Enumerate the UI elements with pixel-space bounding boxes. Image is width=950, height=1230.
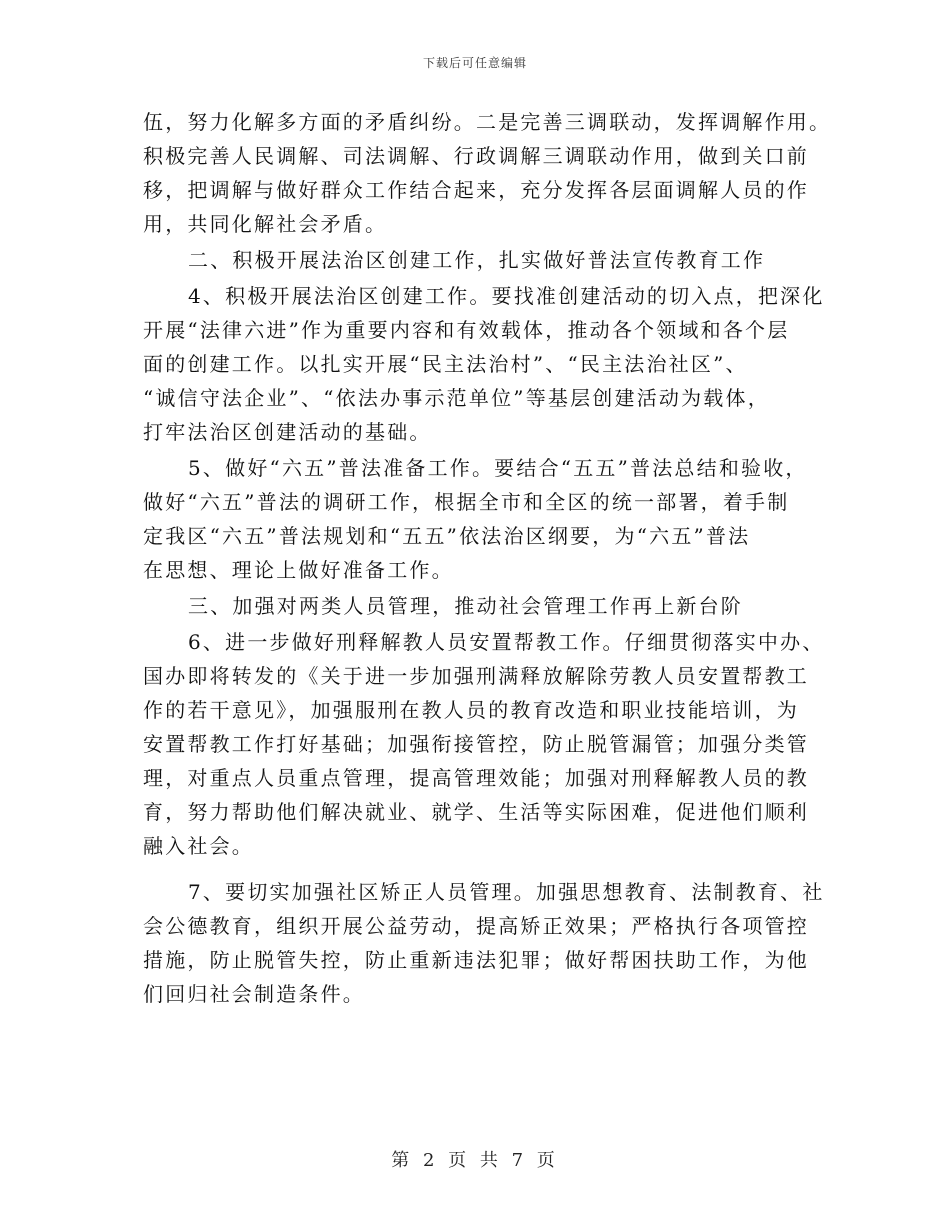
text-line: 们回归社会制造条件。 bbox=[143, 982, 365, 1006]
paragraph-item-6 bbox=[143, 625, 833, 863]
text-line: 7、要切实加强社区矫正人员管理。加强思想教育、法制教育、社 bbox=[188, 880, 825, 904]
text-line: 育，努力帮助他们解决就业、就学、生活等实际困难，促进他们顺利 bbox=[143, 800, 809, 824]
paragraph-item-4 bbox=[143, 279, 833, 449]
section-heading-3 bbox=[143, 589, 833, 623]
text-line: 面的创建工作。以扎实开展“民主法治村”、“民主法治社区”、 bbox=[143, 352, 748, 376]
section-heading-2 bbox=[143, 243, 833, 277]
text-line: 移，把调解与做好群众工作结合起来，充分发挥各层面调解人员的作 bbox=[143, 178, 809, 202]
text-line: 作的若干意见》，加强服刑在教人员的教育改造和职业技能培训，为 bbox=[143, 698, 799, 722]
paragraph-mediation bbox=[143, 105, 833, 241]
page-header: 下载后可任意编辑 bbox=[422, 56, 527, 70]
text-line: 会公德教育，组织开展公益劳动，提高矫正效果；严格执行各项管控 bbox=[143, 914, 809, 938]
text-line: 伍，努力化解多方面的矛盾纠纷。二是完善三调联动，发挥调解作用。 bbox=[143, 110, 832, 134]
text-line: 积极完善人民调解、司法调解、行政调解三调联动作用，做到关口前 bbox=[143, 144, 809, 168]
text-line: 安置帮教工作打好基础；加强衔接管控，防止脱管漏管；加强分类管 bbox=[143, 732, 809, 756]
text-line: 融入社会。 bbox=[143, 834, 254, 858]
text-line: 4、积极开展法治区创建工作。要找准创建活动的切入点，把深化 bbox=[188, 284, 825, 308]
paragraph-item-7 bbox=[143, 875, 833, 1011]
section-heading-text: 三、加强对两类人员管理，推动社会管理工作再上新台阶 bbox=[188, 594, 743, 618]
document-body bbox=[143, 105, 833, 1011]
text-line: 做好“六五”普法的调研工作，根据全市和全区的统一部署，着手制 bbox=[143, 490, 790, 514]
paragraph-item-5 bbox=[143, 451, 833, 587]
text-line: 在思想、理论上做好准备工作。 bbox=[143, 558, 454, 582]
section-heading-text: 二、积极开展法治区创建工作，扎实做好普法宣传教育工作 bbox=[188, 248, 766, 272]
text-line: 5、做好“六五”普法准备工作。要结合“五五”普法总结和验收， bbox=[188, 456, 808, 480]
text-line: 打牢法治区创建活动的基础。 bbox=[143, 420, 432, 444]
text-line: 理，对重点人员重点管理，提高管理效能；加强对刑释解教人员的教 bbox=[143, 766, 809, 790]
text-line: 措施，防止脱管失控，防止重新违法犯罪；做好帮困扶助工作，为他 bbox=[143, 948, 809, 972]
text-line: 6、进一步做好刑释解教人员安置帮教工作。仔细贯彻落实中办、 bbox=[188, 630, 825, 654]
text-line: “诚信守法企业”、“依法办事示范单位”等基层创建活动为载体， bbox=[143, 386, 770, 410]
text-line: 开展“法律六进”作为重要内容和有效载体，推动各个领域和各个层 bbox=[143, 318, 790, 342]
text-line: 定我区“六五”普法规划和“五五”依法治区纲要，为“六五”普法 bbox=[143, 524, 751, 548]
page-number-footer: 第 2 页 共 7 页 bbox=[391, 1150, 559, 1171]
text-line: 用，共同化解社会矛盾。 bbox=[143, 212, 388, 236]
text-line: 国办即将转发的《关于进一步加强刑满释放解除劳教人员安置帮教工 bbox=[143, 664, 809, 688]
